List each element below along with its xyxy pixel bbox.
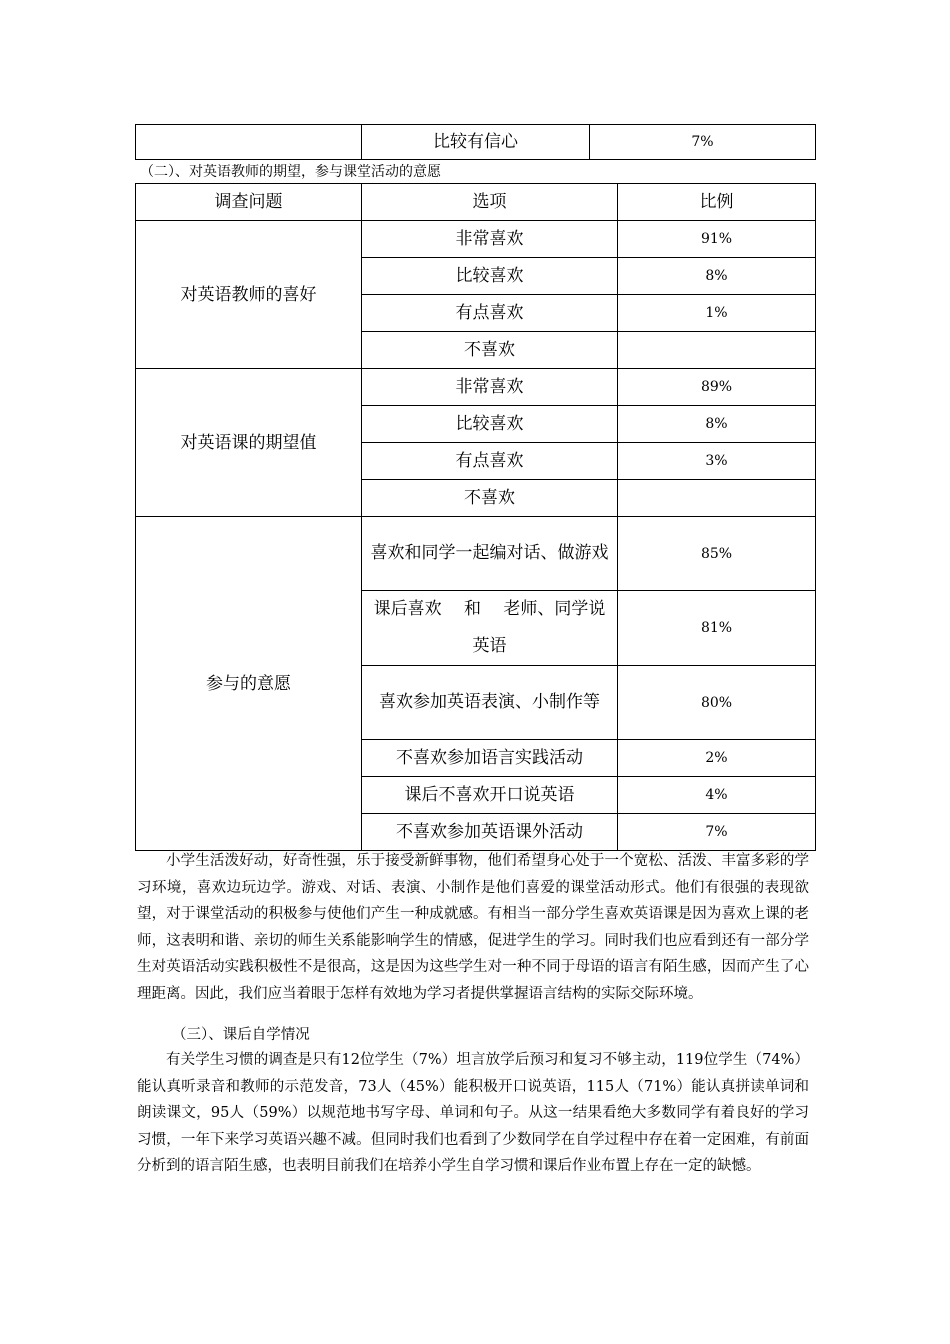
table-row: [136, 369, 816, 406]
option-cell: 课后不喜欢开口说英语: [362, 777, 618, 814]
section-two-heading: （二）、对英语教师的期望，参与课堂活动的意愿: [140, 164, 441, 180]
option-cell: 不喜欢: [362, 480, 618, 517]
self-study-paragraph: 有关学生习惯的调查是只有12位学生（7%）坦言放学后预习和复习不够主动，119位学生（74%）能认真听录音和教师的示范发音，73人（45%）能积极开口说英语，115人（71%）能认真拼读单词和朗读课文，95人（59%）以规范地书写字母、单词和句子。从这一结果看绝大多数同学有着良好的学习习惯，一年下来学习英语兴趣不减。但同时我们也看到了少数同学在自学过程中存在着一定困难，有前面分析到的语言陌生感，也表明目前我们在培养小学生自学习惯和课后作业布置上存在一定的缺憾。: [137, 1052, 809, 1175]
ratio-cell: [618, 332, 816, 369]
column-header-option: 选项: [362, 184, 618, 221]
ratio-cell: 89%: [618, 369, 816, 406]
question-cell: 对英语课的期望值: [136, 369, 362, 517]
table-row: [136, 221, 816, 258]
ratio-cell: 8%: [618, 258, 816, 295]
table-row: [136, 517, 816, 591]
option-cell: 有点喜欢: [362, 443, 618, 480]
section-three-heading: （三）、课后自学情况: [172, 1027, 310, 1043]
option-cell: 不喜欢: [362, 332, 618, 369]
ratio-cell: 8%: [618, 406, 816, 443]
option-cell: 不喜欢参加英语课外活动: [362, 814, 618, 851]
teacher-expectation-survey-table: [135, 183, 816, 851]
question-cell: 对英语教师的喜好: [136, 221, 362, 369]
ratio-cell: 3%: [618, 443, 816, 480]
table-header-row: [136, 184, 816, 221]
ratio-cell: 4%: [618, 777, 816, 814]
column-header-ratio: 比例: [618, 184, 816, 221]
question-cell: 参与的意愿: [136, 517, 362, 851]
ratio-cell: 80%: [618, 666, 816, 740]
option-cell: 喜欢和同学一起编对话、做游戏: [362, 517, 618, 591]
ratio-cell: 2%: [618, 740, 816, 777]
column-header-question: 调查问题: [136, 184, 362, 221]
question-cell: [136, 125, 362, 160]
option-cell: 比较喜欢: [362, 258, 618, 295]
option-cell: 非常喜欢: [362, 221, 618, 258]
option-cell: 不喜欢参加语言实践活动: [362, 740, 618, 777]
table-row: [136, 125, 816, 160]
previous-survey-table: [135, 124, 816, 160]
ratio-cell: 91%: [618, 221, 816, 258]
option-cell: 比较喜欢: [362, 406, 618, 443]
option-cell: 喜欢参加英语表演、小制作等: [362, 666, 618, 740]
ratio-cell: 81%: [618, 591, 816, 666]
option-cell: 比较有信心: [362, 125, 590, 160]
analysis-paragraph: 小学生活泼好动，好奇性强，乐于接受新鲜事物，他们希望身心处于一个宽松、活泼、丰富多彩的学习环境，喜欢边玩边学。游戏、对话、表演、小制作是他们喜爱的课堂活动形式。他们有很强的表现欲望，对于课堂活动的积极参与使他们产生一种成就感。有相当一部分学生喜欢英语课是因为喜欢上课的老师，这表明和谐、亲切的师生关系能影响学生的情感，促进学生的学习。同时我们也应看到还有一部分学生对英语活动实践积极性不是很高，这是因为这些学生对一种不同于母语的语言有陌生感，因而产生了心理距离。因此，我们应当着眼于怎样有效地为学习者提供掌握语言结构的实际交际环境。: [137, 853, 809, 1002]
ratio-cell: 7%: [590, 125, 816, 160]
ratio-cell: 1%: [618, 295, 816, 332]
option-cell: 课后喜欢 和 老师、同学说英语: [362, 591, 618, 666]
ratio-cell: 85%: [618, 517, 816, 591]
ratio-cell: 7%: [618, 814, 816, 851]
option-cell: 有点喜欢: [362, 295, 618, 332]
ratio-cell: [618, 480, 816, 517]
option-cell: 非常喜欢: [362, 369, 618, 406]
